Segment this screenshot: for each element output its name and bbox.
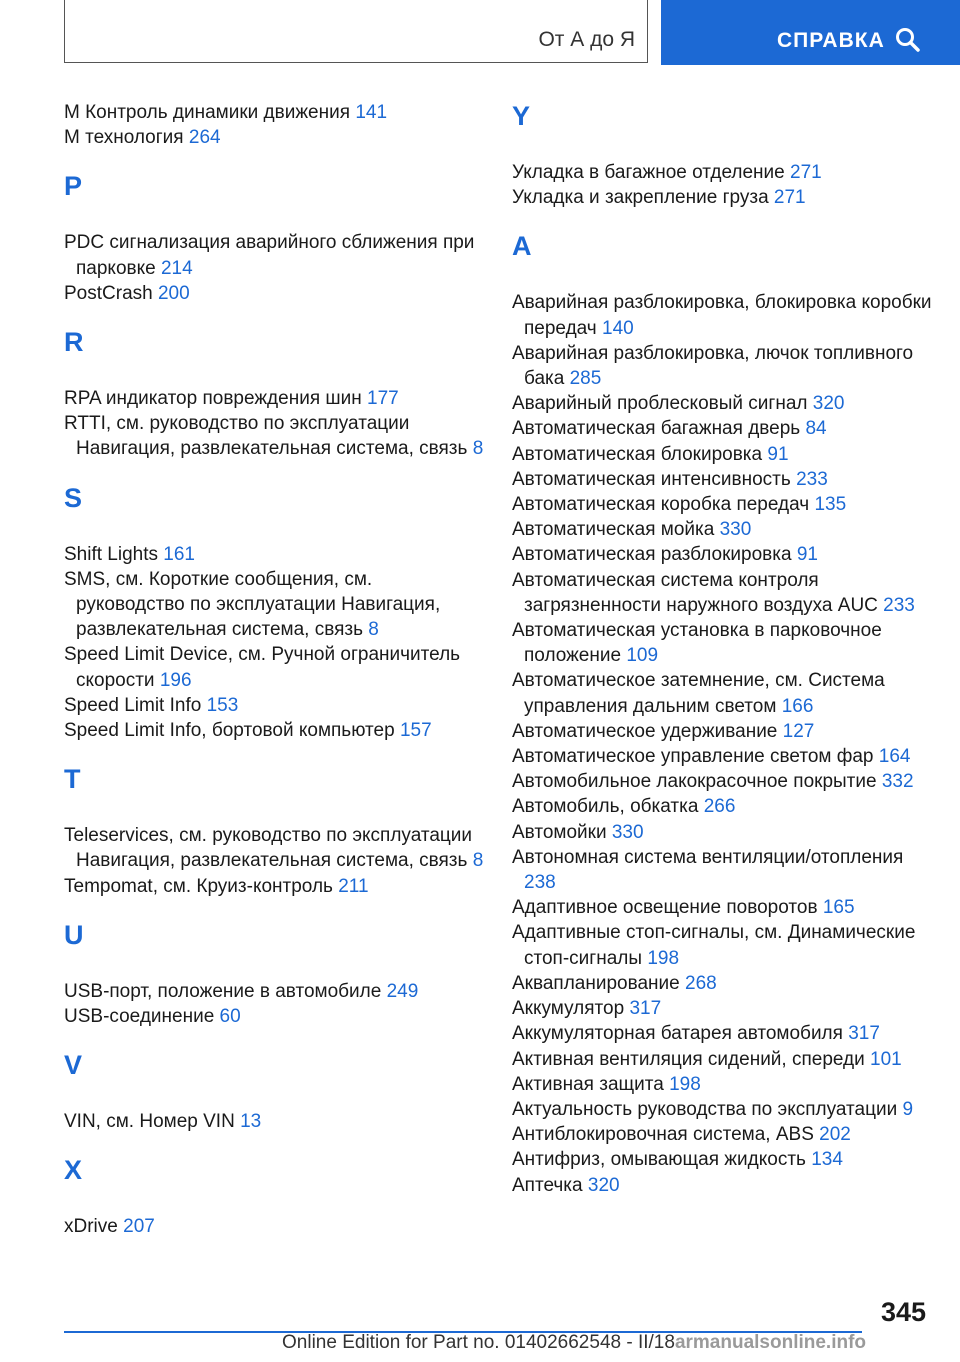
entry-text: Автоматическая мойка [512, 519, 715, 541]
entry-text: M Контроль динамики движения [64, 102, 351, 123]
page-link[interactable]: 60 [219, 1006, 241, 1028]
page-link[interactable]: 135 [814, 494, 847, 516]
page-link[interactable]: 196 [159, 669, 192, 691]
page-link[interactable]: 268 [685, 972, 717, 994]
index-entry [64, 386, 484, 411]
entry-text: RPA индикатор повреждения шин [64, 388, 362, 410]
index-entry [512, 1072, 932, 1097]
index-entry [512, 971, 932, 996]
entry-text: Автоматическое управление светом фар [512, 746, 874, 768]
page-link[interactable]: 8 [472, 438, 484, 460]
watermark: armanualsonline.info [674, 1332, 867, 1353]
page-link[interactable]: 157 [399, 720, 432, 742]
entry-text: Аквапланирование [512, 972, 680, 994]
footer-edition [282, 1332, 866, 1354]
entry-text: Укладка в багажное отделение [512, 162, 785, 183]
entry-text: Аварийная разблокировка, лючок топливного бака [512, 342, 914, 390]
entry-text: Аварийная разблокировка, блокировка коробки передач [512, 292, 932, 339]
entry-text: Автоматическая интенсивность [512, 468, 791, 490]
index-entry [64, 874, 484, 899]
index-entry [64, 411, 484, 461]
page-link[interactable]: 8 [472, 850, 484, 872]
entry-text: USB-порт, положение в автомобиле [64, 980, 382, 1002]
page-link[interactable]: 91 [767, 443, 789, 465]
index-entry [512, 492, 932, 517]
entry-text: Антиблокировочная система, ABS [512, 1124, 814, 1146]
page-link[interactable]: 330 [611, 821, 644, 843]
index-entry [64, 1214, 484, 1239]
section-letter: А [512, 231, 532, 262]
entry-text: Активная вентиляция сидений, спереди [512, 1048, 865, 1070]
page-link[interactable]: 214 [160, 257, 193, 279]
page-link[interactable]: 332 [881, 771, 914, 793]
index-entry [512, 1173, 932, 1198]
entry-text: Укладка и закрепление груза [512, 187, 769, 209]
index-entry [64, 642, 484, 692]
page-link[interactable]: 140 [602, 317, 634, 339]
page-link[interactable]: 249 [386, 980, 419, 1002]
entry-text: Автоматическая багажная дверь [512, 418, 801, 440]
page-link[interactable]: 166 [781, 695, 814, 717]
index-entry [64, 1004, 484, 1029]
page-link[interactable]: 238 [524, 872, 556, 894]
page-link[interactable]: 285 [569, 368, 602, 390]
entry-text: Автоматическое удерживание [512, 720, 778, 742]
section-letter: P [64, 171, 83, 202]
section-letter: T [64, 764, 81, 795]
index-entry [512, 744, 932, 769]
index-entry [512, 391, 932, 416]
index-entry [512, 467, 932, 492]
index-entry [512, 719, 932, 744]
page-link[interactable]: 320 [812, 393, 845, 415]
index-entry [64, 567, 484, 643]
tab-a-to-z-label: От А до Я [538, 28, 635, 51]
section-letter: S [64, 482, 83, 513]
entry-text: Автоматическая разблокировка [512, 544, 792, 566]
index-entry [64, 693, 484, 718]
page-link[interactable]: 271 [790, 162, 822, 183]
entry-text: Антифриз, омывающая жидкость [512, 1149, 806, 1171]
entry-text: Аккумулятор [512, 998, 625, 1020]
entry-text: Speed Limit Info, бортовой компьютер [64, 720, 395, 742]
page-link[interactable]: 91 [796, 544, 818, 566]
page-link[interactable]: 207 [123, 1216, 155, 1238]
index-entry [512, 442, 932, 467]
index-entry [512, 185, 932, 210]
entry-text: Автоматическая система контроля загрязненности наружного воздуха AUC [512, 569, 878, 616]
entry-text: USB-соединение [64, 1006, 215, 1028]
index-entry [512, 845, 932, 895]
entry-text: Speed Limit Device, см. Ручной ограничитель скорости [64, 644, 461, 691]
section-letter: X [64, 1155, 83, 1186]
section-letter: U [64, 919, 84, 950]
index-entry [512, 769, 932, 794]
page-link[interactable]: 233 [796, 468, 828, 490]
entry-text: VIN, см. Номер VIN [64, 1111, 235, 1133]
index-column-right [512, 100, 932, 1198]
index-entry [512, 160, 932, 185]
index-entry [512, 568, 932, 618]
page-link[interactable]: 320 [587, 1174, 620, 1196]
tab-help-label: СПРАВКА [777, 29, 885, 52]
page-link[interactable]: 264 [188, 127, 221, 149]
header [0, 0, 960, 66]
index-entry [512, 1047, 932, 1072]
entry-text: Актуальность руководства по эксплуатации [512, 1098, 898, 1120]
entry-text: Адаптивные стоп-сигналы, см. Динамические стоп-сигналы [512, 922, 916, 969]
page-link[interactable]: 9 [902, 1098, 914, 1120]
page-link[interactable]: 101 [870, 1048, 902, 1070]
index-entry [512, 416, 932, 441]
entry-text: Автономная система вентиляции/отопления [512, 846, 904, 868]
entry-text: SMS, см. Короткие сообщения, см. руководство по эксплуатации Навигация, развлекательная система, связь [64, 568, 441, 641]
index-entry [512, 1021, 932, 1046]
page-link[interactable]: 109 [626, 645, 659, 667]
page-link[interactable]: 317 [848, 1023, 880, 1045]
index-entry [512, 820, 932, 845]
entry-text: Автомобильное лакокрасочное покрытие [512, 771, 877, 793]
section-letter: V [64, 1050, 83, 1081]
entry-text: xDrive [64, 1216, 118, 1238]
page-link[interactable]: 161 [163, 543, 195, 565]
index-entry [64, 281, 484, 306]
page-link[interactable]: 8 [368, 619, 379, 641]
entry-text: PDC сигнализация аварийного сближения при парковке [64, 232, 475, 279]
page-link[interactable]: 134 [811, 1149, 843, 1171]
index-entry [512, 290, 932, 340]
index-entry [512, 517, 932, 542]
index-entry [512, 341, 932, 391]
index-entry [64, 718, 484, 743]
page-link[interactable]: 271 [773, 187, 806, 209]
entry-text: Автомойки [512, 821, 607, 843]
entry-text: RTTI, см. руководство по эксплуатации Навигация, развлекательная система, связь [64, 413, 468, 460]
search-icon[interactable] [895, 27, 921, 53]
entry-text: Автоматическая установка в парковочное положение [512, 620, 882, 667]
tab-help[interactable] [661, 0, 960, 65]
index-column-left [64, 100, 484, 1240]
entry-text: M технология [64, 127, 184, 149]
index-entry [512, 794, 932, 819]
entry-text: Teleservices, см. руководство по эксплуатации Навигация, развлекательная система, связь [64, 825, 473, 872]
entry-text: Автоматическая блокировка [512, 443, 763, 465]
page-link[interactable]: 317 [629, 998, 662, 1020]
page-link[interactable]: 200 [157, 282, 190, 304]
index-entry [512, 920, 932, 970]
page-link[interactable]: 141 [355, 102, 388, 123]
section-letter: R [64, 327, 84, 358]
section-letter: Y [512, 101, 531, 131]
entry-text: Аптечка [512, 1174, 583, 1196]
page-link[interactable]: 233 [883, 594, 915, 616]
index-entry [512, 668, 932, 718]
index-entry [512, 618, 932, 668]
page-link[interactable]: 177 [367, 388, 399, 410]
index-entry [512, 1122, 932, 1147]
tab-a-to-z[interactable] [64, 0, 648, 63]
entry-text: Аккумуляторная батарея автомобиля [512, 1023, 843, 1045]
page-link[interactable]: 211 [338, 875, 369, 897]
page-link[interactable]: 198 [647, 947, 680, 969]
page-link[interactable]: 127 [782, 720, 815, 742]
entry-text: PostCrash [64, 282, 153, 304]
entry-text: Автомобиль, обкатка [512, 796, 699, 818]
entry-text: Автоматическое затемнение, см. Система управления дальним светом [512, 670, 885, 717]
index-entry [64, 100, 484, 125]
index-entry [64, 125, 484, 150]
page-link[interactable]: 164 [878, 746, 911, 768]
page-link[interactable]: 153 [206, 694, 239, 716]
index-entry [512, 542, 932, 567]
page-number: 345 [880, 1297, 926, 1327]
page-link[interactable]: 165 [822, 897, 855, 919]
index-entry [64, 230, 484, 280]
entry-text: Активная защита [512, 1073, 664, 1095]
index-entry [512, 1147, 932, 1172]
edition-text: Online Edition for Part no. 01402662548 - II/18 [282, 1332, 675, 1353]
index-entry [64, 823, 484, 873]
page-link[interactable]: 84 [805, 418, 827, 440]
page-link[interactable]: 198 [669, 1073, 701, 1095]
index-entry [64, 1109, 484, 1134]
index-entry [64, 979, 484, 1004]
entry-text: Shift Lights [64, 543, 158, 565]
entry-text: Автоматическая коробка передач [512, 494, 810, 516]
page-link[interactable]: 330 [719, 519, 752, 541]
page-link[interactable]: 202 [819, 1124, 851, 1146]
entry-text: Адаптивное освещение поворотов [512, 897, 818, 919]
entry-text: Speed Limit Info [64, 694, 202, 716]
page-link[interactable]: 13 [240, 1111, 262, 1133]
entry-text: Аварийный проблесковый сигнал [512, 393, 808, 415]
index-entry [512, 895, 932, 920]
entry-text: Tempomat, см. Круиз-контроль [64, 875, 333, 897]
index-entry [512, 996, 932, 1021]
index-entry [512, 1097, 932, 1122]
page-link[interactable]: 266 [703, 796, 736, 818]
index-entry [64, 542, 484, 567]
